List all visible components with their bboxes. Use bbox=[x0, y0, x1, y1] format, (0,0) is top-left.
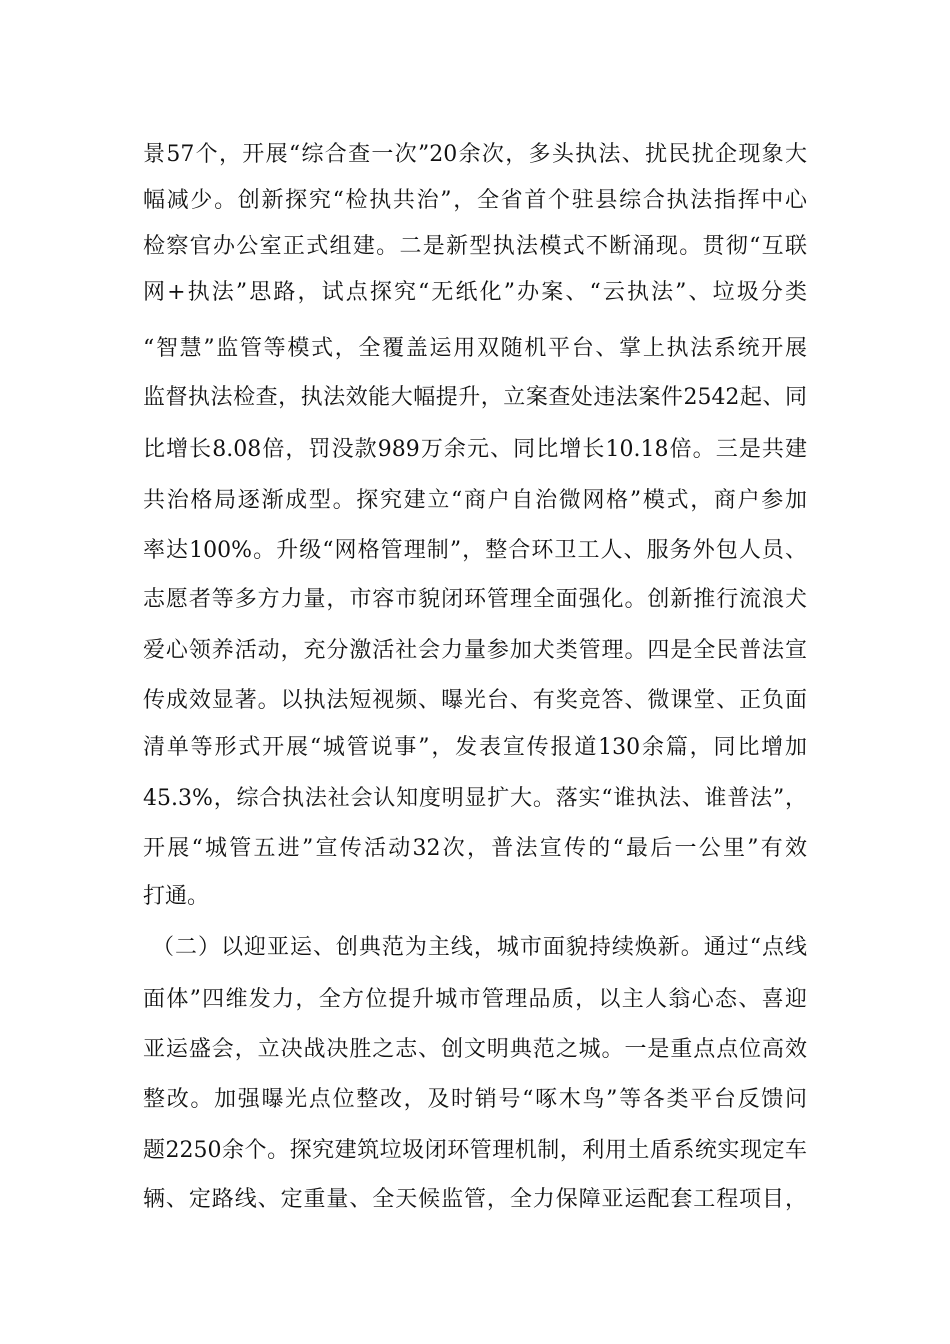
text-line: 比增长8.08倍，罚没款989万余元、同比增长10.18倍。三是共建 bbox=[143, 437, 807, 462]
text-line: 共治格局逐渐成型。探究建立“商户自治微网格”模式，商户参加 bbox=[143, 488, 807, 513]
paragraph-heading-line: （二）以迎亚运、创典范为主线，城市面貌持续焕新。通过“点线 bbox=[152, 935, 807, 960]
text-line: “智慧”监管等模式，全覆盖运用双随机平台、掌上执法系统开展 bbox=[143, 336, 807, 361]
text-line: 志愿者等多方力量，市容市貌闭环管理全面强化。创新推行流浪犬 bbox=[143, 587, 807, 612]
text-line: 景57个，开展“综合查一次”20余次，多头执法、扰民扰企现象大 bbox=[143, 142, 807, 167]
text-line: 题2250余个。探究建筑垃圾闭环管理机制，利用土盾系统实现定车 bbox=[143, 1138, 807, 1163]
text-line: 监督执法检查，执法效能大幅提升，立案查处违法案件2542起、同 bbox=[143, 385, 807, 410]
text-line: 网+执法”思路，试点探究“无纸化”办案、“云执法”、垃圾分类 bbox=[143, 280, 807, 305]
text-line: 传成效显著。以执法短视频、曝光台、有奖竞答、微课堂、正负面 bbox=[143, 688, 807, 713]
text-line: 率达100%。升级“网格管理制”，整合环卫工人、服务外包人员、 bbox=[143, 538, 807, 563]
text-line: 45.3%，综合执法社会认知度明显扩大。落实“谁执法、谁普法”， bbox=[143, 786, 807, 811]
text-line: 爱心领养活动，充分激活社会力量参加犬类管理。四是全民普法宣 bbox=[143, 638, 807, 663]
text-line: 检察官办公室正式组建。二是新型执法模式不断涌现。贯彻“互联 bbox=[143, 234, 807, 259]
text-line: 打通。 bbox=[143, 884, 210, 909]
text-line: 清单等形式开展“城管说事”，发表宣传报道130余篇，同比增加 bbox=[143, 735, 807, 760]
text-line: 亚运盛会，立决战决胜之志、创文明典范之城。一是重点点位高效 bbox=[143, 1037, 807, 1062]
text-line: 整改。加强曝光点位整改，及时销号“啄木鸟”等各类平台反馈问 bbox=[143, 1087, 807, 1112]
text-line: 面体”四维发力，全方位提升城市管理品质，以主人翁心态、喜迎 bbox=[143, 987, 807, 1012]
text-line: 幅减少。创新探究“检执共治”，全省首个驻县综合执法指挥中心 bbox=[143, 188, 807, 213]
text-line: 辆、定路线、定重量、全天候监管，全力保障亚运配套工程项目， bbox=[143, 1187, 807, 1212]
text-line: 开展“城管五进”宣传活动32次，普法宣传的“最后一公里”有效 bbox=[143, 836, 807, 861]
